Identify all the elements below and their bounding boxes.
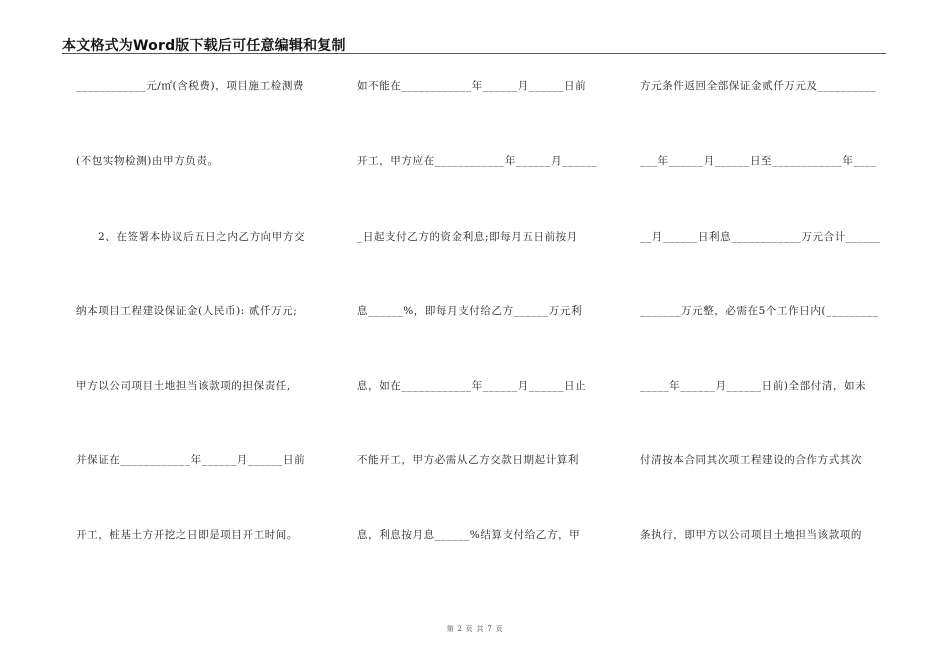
text-line: _____年______月______日前)全部付清，如未	[640, 380, 867, 392]
text-line: __月______日利息____________万元合计______	[640, 231, 881, 243]
text-line: 息，如在____________年______月______日止	[357, 380, 587, 392]
text-line: 息，利息按月息______%结算支付给乙方，甲	[357, 529, 581, 541]
text-line: 开工，桩基土方开挖之日即是项目开工时间。	[76, 529, 298, 541]
text-line: 不能开工，甲方必需从乙方交款日期起计算利	[357, 454, 579, 466]
text-line: 并保证在____________年______月______日前	[76, 454, 306, 466]
text-line: 纳本项目工程建设保证金(人民币): 贰仟万元;	[76, 305, 298, 317]
text-line: 条执行，即甲方以公司项目土地担当该款项的	[640, 529, 862, 541]
text-line: 方元条件返回全部保证金贰仟万元及__________	[640, 80, 877, 92]
text-line: 甲方以公司项目土地担当该款项的担保责任,	[76, 380, 291, 392]
header-title: 本文格式为Word版下载后可任意编辑和复制	[62, 38, 346, 54]
text-line: _日起支付乙方的资金利息;即每月五日前按月	[357, 231, 578, 243]
page-number-footer: 第 2 页 共 7 页	[446, 625, 504, 633]
text-line: 2、在签署本协议后五日之内乙方向甲方交	[98, 231, 306, 243]
text-line: ___年______月______日至____________年____	[640, 155, 877, 167]
text-line: 开工，甲方应在____________年______月______	[357, 155, 598, 167]
text-line: ____________元/㎡(含税费)，项目施工检测费	[76, 80, 305, 92]
text-line: 息______%，即每月支付给乙方______万元利	[357, 305, 583, 317]
text-line: (不包实物检测)由甲方负责。	[76, 155, 219, 167]
text-line: 付清按本合同其次项工程建设的合作方式其次	[640, 454, 862, 466]
text-line: 如不能在____________年______月______日前	[357, 80, 587, 92]
text-line: _______万元整，必需在5个工作日内(_________	[640, 305, 879, 317]
